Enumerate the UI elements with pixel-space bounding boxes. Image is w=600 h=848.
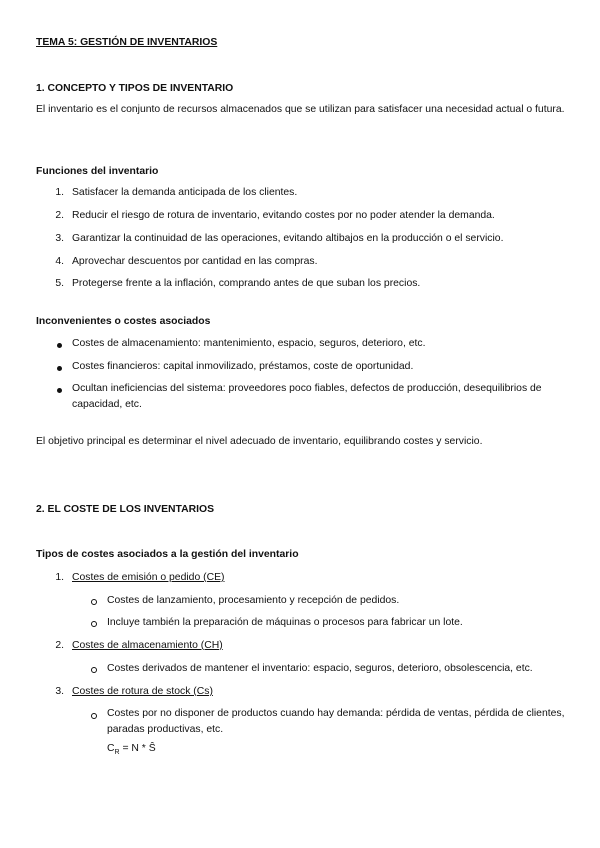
list-number: 5. <box>55 278 64 289</box>
section-1-heading: 1. CONCEPTO Y TIPOS DE INVENTARIO <box>36 83 234 94</box>
list-text: Garantizar la continuidad de las operaciones, evitando altibajos en la producción o el servicio. <box>72 233 504 244</box>
list-number: 3. <box>55 686 64 697</box>
list-number: 2. <box>55 210 64 221</box>
list-number: 3. <box>55 233 64 244</box>
circle-bullet-icon <box>91 599 97 605</box>
formula-subscript: R <box>114 749 120 757</box>
bullet-icon <box>57 366 62 371</box>
sub-item-text: Incluye también la preparación de máquinas o procesos para fabricar un lote. <box>107 617 463 628</box>
bullet-icon <box>57 343 62 348</box>
list-text: Ocultan ineficiencias del sistema: proveedores poco fiables, defectos de producción, desequilibrios de capacidad, etc. <box>72 383 542 410</box>
inconvenientes-heading: Inconvenientes o costes asociados <box>36 316 211 327</box>
list-text: Reducir el riesgo de rotura de inventario, evitando costes por no poder atender la demanda. <box>72 210 495 221</box>
list-title: Costes de emisión o pedido (CE) <box>72 572 225 583</box>
formula-rest: = N * Ŝ <box>119 743 156 754</box>
list-title: Costes de rotura de stock (Cs) <box>72 686 213 697</box>
list-title: Costes de almacenamiento (CH) <box>72 640 223 651</box>
list-number: 1. <box>55 187 64 198</box>
list-text: Costes de almacenamiento: mantenimiento, espacio, seguros, deterioro, etc. <box>72 338 426 349</box>
circle-bullet-icon <box>91 667 97 673</box>
page-title: TEMA 5: GESTIÓN DE INVENTARIOS <box>36 37 218 48</box>
list-number: 4. <box>55 256 64 267</box>
list-text: Protegerse frente a la inflación, comprando antes de que suban los precios. <box>72 278 421 289</box>
sub-item-text: Costes de lanzamiento, procesamiento y recepción de pedidos. <box>107 595 400 606</box>
formula-main: C <box>107 743 115 754</box>
tipos-heading: Tipos de costes asociados a la gestión del inventario <box>36 549 299 560</box>
funciones-heading: Funciones del inventario <box>36 166 159 177</box>
section-1-intro: El inventario es el conjunto de recursos almacenados que se utilizan para satisfacer una necesidad actual o futura. <box>36 104 565 115</box>
list-text: Satisfacer la demanda anticipada de los clientes. <box>72 187 298 198</box>
sub-item-text: Costes derivados de mantener el inventario: espacio, seguros, deterioro, obsolescencia, etc. <box>107 663 533 674</box>
sub-item-text: Costes por no disponer de productos cuando hay demanda: pérdida de ventas, pérdida de clientes, paradas productivas, etc. <box>107 708 565 735</box>
list-number: 2. <box>55 640 64 651</box>
circle-bullet-icon <box>91 621 97 627</box>
list-text: Costes financieros: capital inmovilizado, préstamos, coste de oportunidad. <box>72 361 414 372</box>
formula-cr <box>107 743 156 756</box>
circle-bullet-icon <box>91 713 97 719</box>
list-text: Aprovechar descuentos por cantidad en las compras. <box>72 256 318 267</box>
list-number: 1. <box>55 572 64 583</box>
section-2-heading: 2. EL COSTE DE LOS INVENTARIOS <box>36 504 215 515</box>
objetivo-text: El objetivo principal es determinar el nivel adecuado de inventario, equilibrando costes y servicio. <box>36 436 483 447</box>
bullet-icon <box>57 388 62 393</box>
